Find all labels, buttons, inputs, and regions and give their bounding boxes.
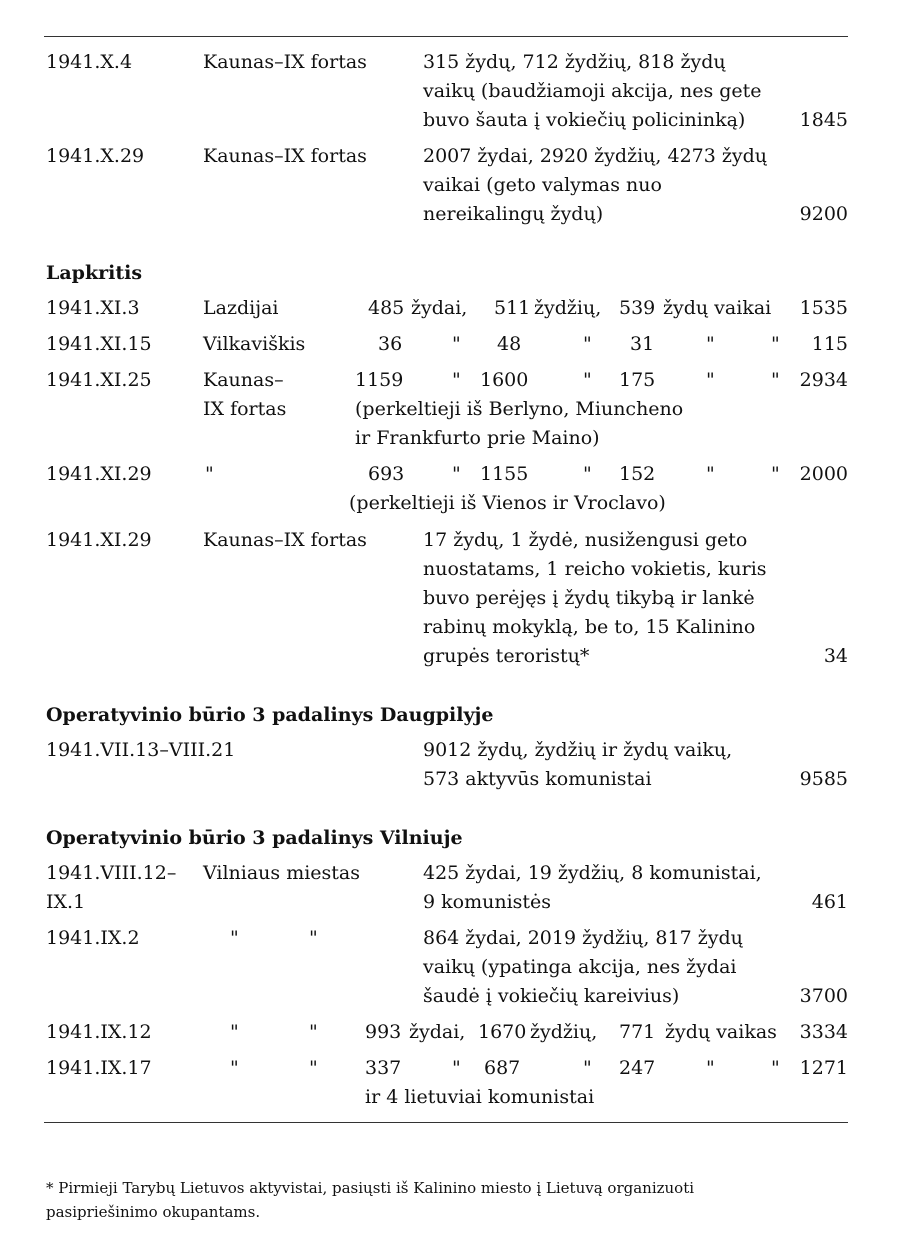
- count-jews-women: 687: [484, 1057, 521, 1079]
- row-date: 1941.VIII.12–: [46, 862, 177, 884]
- row-date: IX.1: [46, 891, 86, 913]
- row-desc-line: rabinų mokyklą, be to, 15 Kalinino: [423, 616, 756, 638]
- row-total: 461: [811, 891, 848, 913]
- count-jews-men: 1159: [355, 369, 404, 391]
- row-desc-line: buvo šauta į vokiečių policininką): [423, 109, 746, 131]
- section-heading-vilnius: Operatyvinio būrio 3 padalinys Vilniuje: [46, 827, 463, 849]
- row-desc-line: 425 žydai, 19 žydžių, 8 komunistai,: [423, 862, 762, 884]
- count-jews-children: 152: [619, 463, 656, 485]
- count-jews-children: 539: [619, 297, 656, 319]
- row-total: 2000: [799, 463, 848, 485]
- ditto-mark: ": [309, 1021, 318, 1043]
- label-jews-men: žydai,: [409, 1021, 466, 1043]
- label-jews-men: žydai,: [411, 297, 468, 319]
- row-total: 1845: [799, 109, 848, 131]
- row-date: 1941.X.4: [46, 51, 133, 73]
- count-jews-children: 771: [619, 1021, 656, 1043]
- ditto-mark: ": [771, 333, 780, 355]
- section-heading-daugpilis: Operatyvinio būrio 3 padalinys Daugpilyje: [46, 704, 494, 726]
- ditto-mark: ": [452, 369, 461, 391]
- bottom-rule: [44, 1122, 848, 1123]
- row-desc-line: 573 aktyvūs komunistai: [423, 768, 652, 790]
- row-date: 1941.XI.29: [46, 463, 152, 485]
- row-total: 9200: [799, 203, 848, 225]
- row-place: IX fortas: [203, 398, 287, 420]
- row-place: Lazdijai: [203, 297, 279, 319]
- row-total: 1271: [799, 1057, 848, 1079]
- top-rule: [44, 36, 848, 37]
- row-date: 1941.XI.25: [46, 369, 152, 391]
- ditto-mark: ": [452, 333, 461, 355]
- ditto-mark: ": [230, 1021, 239, 1043]
- ditto-mark: ": [706, 463, 715, 485]
- row-total: 2934: [799, 369, 848, 391]
- row-desc-line: vaikų (ypatinga akcija, nes žydai: [423, 956, 737, 978]
- row-desc-line: vaikai (geto valymas nuo: [423, 174, 662, 196]
- count-jews-children: 175: [619, 369, 656, 391]
- label-jews-children: žydų vaikas: [665, 1021, 777, 1043]
- row-date: 1941.XI.3: [46, 297, 140, 319]
- row-note: ir Frankfurto prie Maino): [355, 427, 600, 449]
- ditto-mark: ": [583, 463, 592, 485]
- count-jews-children: 247: [619, 1057, 656, 1079]
- row-total: 3334: [799, 1021, 848, 1043]
- row-desc-line: 17 žydų, 1 žydė, nusižengusi geto: [423, 529, 748, 551]
- label-jews-women: žydžių,: [534, 297, 602, 319]
- count-jews-women: 48: [497, 333, 522, 355]
- count-jews-men: 337: [365, 1057, 402, 1079]
- row-desc-line: nereikalingų žydų): [423, 203, 604, 225]
- ditto-mark: ": [706, 1057, 715, 1079]
- ditto-mark: ": [583, 369, 592, 391]
- ditto-mark: ": [309, 1057, 318, 1079]
- footnote-line: pasipriešinimo okupantams.: [46, 1203, 261, 1221]
- label-jews-children: žydų vaikai: [663, 297, 772, 319]
- row-date: 1941.IX.2: [46, 927, 140, 949]
- ditto-mark: ": [583, 1057, 592, 1079]
- footnote-line: * Pirmieji Tarybų Lietuvos aktyvistai, pasiųsti iš Kalinino miesto į Lietuvą organizuoti: [46, 1179, 695, 1197]
- row-total: 115: [811, 333, 848, 355]
- row-desc-line: vaikų (baudžiamoji akcija, nes gete: [423, 80, 762, 102]
- row-place: Kaunas–IX fortas: [203, 145, 367, 167]
- row-desc-line: 2007 žydai, 2920 žydžių, 4273 žydų: [423, 145, 768, 167]
- ditto-mark: ": [583, 333, 592, 355]
- row-total: 3700: [799, 985, 848, 1007]
- ditto-mark: ": [771, 1057, 780, 1079]
- ditto-mark: ": [309, 927, 318, 949]
- row-desc-line: 9 komunistės: [423, 891, 552, 913]
- row-total: 34: [823, 645, 848, 667]
- count-jews-women: 1155: [480, 463, 529, 485]
- row-note: ir 4 lietuviai komunistai: [365, 1086, 595, 1108]
- section-heading-lapkritis: Lapkritis: [46, 262, 143, 284]
- ditto-mark: ": [771, 369, 780, 391]
- row-desc-line: nuostatams, 1 reicho vokietis, kuris: [423, 558, 767, 580]
- row-desc-line: šaudė į vokiečių kareivius): [423, 985, 680, 1007]
- row-desc-line: 864 žydai, 2019 žydžių, 817 žydų: [423, 927, 743, 949]
- count-jews-women: 511: [494, 297, 531, 319]
- row-date: 1941.XI.15: [46, 333, 152, 355]
- row-date: 1941.IX.12: [46, 1021, 152, 1043]
- ditto-mark: ": [706, 333, 715, 355]
- row-total: 1535: [799, 297, 848, 319]
- ditto-mark: ": [452, 1057, 461, 1079]
- ditto-mark: ": [706, 369, 715, 391]
- row-date: 1941.VII.13–VIII.21: [46, 739, 236, 761]
- ditto-mark: ": [230, 927, 239, 949]
- count-jews-men: 693: [368, 463, 405, 485]
- ditto-mark: ": [230, 1057, 239, 1079]
- row-desc-line: grupės teroristų*: [423, 645, 590, 667]
- row-place: Kaunas–IX fortas: [203, 529, 367, 551]
- row-note: (perkeltieji iš Vienos ir Vroclavo): [349, 492, 666, 514]
- row-place: Vilkaviškis: [203, 333, 306, 355]
- count-jews-women: 1600: [480, 369, 529, 391]
- row-date: 1941.X.29: [46, 145, 145, 167]
- ditto-mark: ": [771, 463, 780, 485]
- row-desc-line: buvo perėjęs į žydų tikybą ir lankė: [423, 587, 755, 609]
- row-desc-line: 9012 žydų, žydžių ir žydų vaikų,: [423, 739, 733, 761]
- row-desc-line: 315 žydų, 712 žydžių, 818 žydų: [423, 51, 726, 73]
- ditto-mark: ": [452, 463, 461, 485]
- row-note: (perkeltieji iš Berlyno, Miuncheno: [355, 398, 684, 420]
- row-total: 9585: [799, 768, 848, 790]
- count-jews-men: 36: [378, 333, 403, 355]
- count-jews-men: 993: [365, 1021, 402, 1043]
- row-place: Kaunas–: [203, 369, 284, 391]
- label-jews-women: žydžių,: [530, 1021, 598, 1043]
- count-jews-women: 1670: [478, 1021, 527, 1043]
- row-date: 1941.XI.29: [46, 529, 152, 551]
- row-place: Vilniaus miestas: [203, 862, 361, 884]
- ditto-mark: ": [205, 463, 214, 485]
- row-place: Kaunas–IX fortas: [203, 51, 367, 73]
- row-date: 1941.IX.17: [46, 1057, 152, 1079]
- count-jews-children: 31: [630, 333, 655, 355]
- count-jews-men: 485: [368, 297, 405, 319]
